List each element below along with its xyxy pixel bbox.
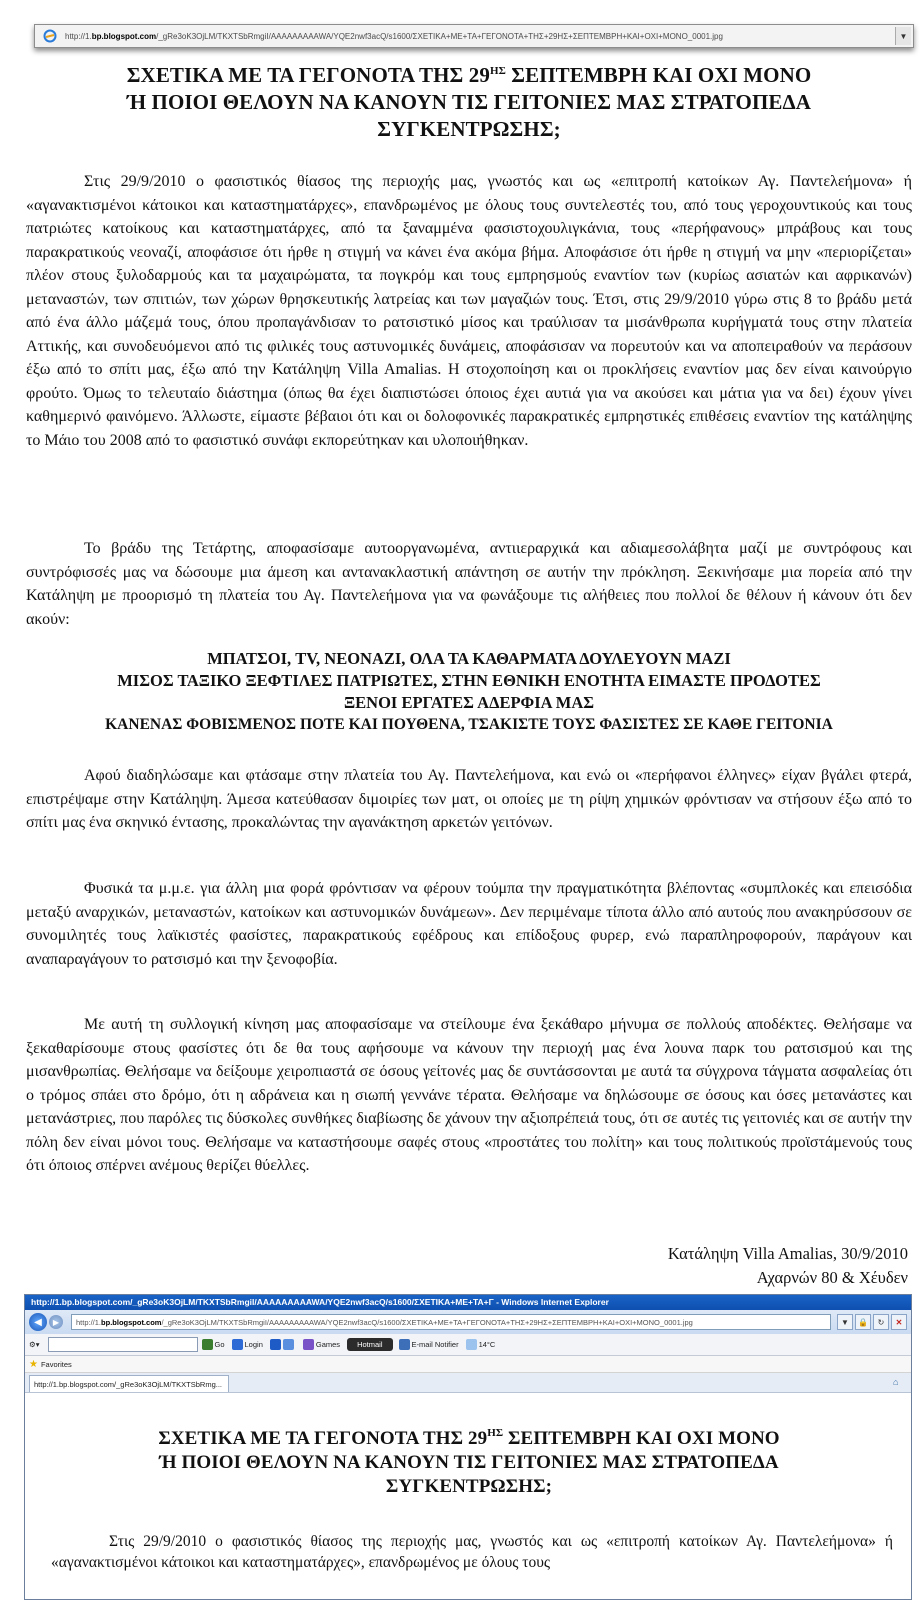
games-button[interactable]: Games xyxy=(303,1339,340,1350)
favorites-bar xyxy=(25,1356,911,1373)
ie-address-input[interactable]: http://1. bp.blogspot.com /_gRe3oK3OjLM/TKXTSbRmgiI/AAAAAAAAAWA/YQE2nwf3acQ/s1600/ΣΧΕΤΙΚΑ+ΜΕ+ΤΑ+ΓΕΓΟΝΟΤΑ+ΤΗΣ+29ΗΣ+ΣΕΠΤΕΜΒΡΗ+ΚΑΙ+ΟΧΙ+ΜΟΝΟ_0001.jpg xyxy=(71,1314,831,1330)
favorites-button[interactable]: Favorites xyxy=(40,1359,72,1369)
ie-content xyxy=(25,1413,912,1600)
address-bar[interactable] xyxy=(34,24,914,48)
document xyxy=(26,62,912,143)
ie-toolbar xyxy=(25,1334,911,1356)
lock-icon[interactable]: 🔒 xyxy=(855,1314,871,1330)
page-title: ΣΧΕΤΙΚΑ ΜΕ ΤΑ ΓΕΓΟΝΟΤΑ ΤΗΣ $29^{H\Sigma}$ ΣΕΠΤΕΜΒΡΗ ΚΑΙ ΟΧΙ ΜΟΝΟ Ή ΠΟΙΟΙ ΘΕΛΟΥΝ ΝΑ ΚΑΝΟΥΝ ΤΙΣ ΓΕΙΤΟΝΙΕΣ ΜΑΣ ΣΤΡΑΤΟΠΕΔΑ ΣΥΓΚΕΝΤΡΩΣΗΣ; xyxy=(126,63,812,141)
email-notifier-button[interactable]: E-mail Notifier xyxy=(399,1339,459,1350)
ie-title-bar: http://1.bp.blogspot.com/_gRe3oK3OjLM/TKXTSbRmgiI/AAAAAAAAAWA/YQE2nwf3acQ/s1600/ΣΧΕΤΙΚΑ+ΜΕ+ΤΑ+Γ - Windows Internet Explorer xyxy=(25,1295,911,1310)
weather-button[interactable]: 14°C xyxy=(466,1339,496,1350)
messenger-icon xyxy=(232,1339,243,1350)
tools-icon[interactable]: ⚙▾ xyxy=(29,1340,40,1349)
games-icon xyxy=(303,1339,314,1350)
address-url[interactable]: http://1.bp.blogspot.com/_gRe3oK3OjLM/TKXTSbRmgiI/AAAAAAAAAWA/YQE2nwf3acQ/s1600/ΣΧΕΤΙΚΑ+ΜΕ+ΤΑ+ΓΕΓΟΝΟΤΑ+ΤΗΣ+29ΗΣ+ΣΕΠΤΕΜΒΡΗ+ΚΑΙ+ΟΧΙ+ΜΟΝΟ_0001.jpg xyxy=(65,31,723,41)
signature-line-2: Αχαρνών 80 & Χέυδεν xyxy=(756,1268,908,1287)
signature-line-1: Κατάληψη Villa Amalias, 30/9/2010 xyxy=(667,1244,908,1263)
login-button[interactable]: Login xyxy=(232,1339,263,1350)
ie-window xyxy=(24,1294,912,1600)
ie-page-icon xyxy=(41,27,59,45)
refresh-icon[interactable]: ↻ xyxy=(873,1314,889,1330)
mail-icon xyxy=(270,1339,281,1350)
star-icon: ★ xyxy=(29,1358,38,1370)
ie-navigation-bar xyxy=(25,1310,911,1334)
toolbar-icons[interactable] xyxy=(270,1339,296,1350)
dropdown-arrow-icon[interactable]: ▼ xyxy=(837,1314,853,1330)
paragraph-2: Το βράδυ της Τετάρτης, αποφασίσαμε αυτοοργανωμένα, αντιιεραρχικά και αδιαμεσολάβητα μαζί με συντρόφους και συντρόφισσές μας να δώσουμε μια άμεση και αντανακλαστική απάντηση σε αυτήν την πρόκληση. Ξεκινήσαμε μια πορεία από την Κατάληψη με προορισμό τη πλατεία του Αγ. Παντελεήμονα για να φωνάξουμε τις αλήθειες που πολλοί δε θέλουν ή κάνουν ότι δεν ακούν: xyxy=(26,540,912,628)
preview-paragraph: Στις 29/9/2010 ο φασιστικός θίασος της περιοχής μας, γνωστός και ως «επιτροπή κατοίκων Αγ. Παντελεήμονα» ή «αγανακτισμένοι κάτοικοι και καταστηματάρχες», επανδρωμένος με όλους τους xyxy=(51,1533,893,1571)
signature xyxy=(26,1242,912,1290)
slogan-3: ΞΕΝΟΙ ΕΡΓΑΤΕΣ ΑΔΕΡΦΙΑ ΜΑΣ xyxy=(343,693,595,712)
dropdown-arrow-icon[interactable]: ▼ xyxy=(895,27,911,45)
slogan-4: ΚΑΝΕΝΑΣ ΦΟΒΙΣΜΕΝΟΣ ΠΟΤΕ ΚΑΙ ΠΟΥΘΕΝΑ, ΤΣΑΚΙΣΤΕ ΤΟΥΣ ΦΑΣΙΣΤΕΣ ΣΕ ΚΑΘΕ ΓΕΙΤΟΝΙΑ xyxy=(105,716,833,733)
paragraph-4: Φυσικά τα μ.μ.ε. για άλλη μια φορά φρόντισαν να φέρουν τούμπα την πραγματικότητα βλέποντας «συμπλοκές και επεισόδια μεταξύ αναρχικών, μεταναστών, κατοίκων και αστυνομικών δυνάμεων». Δεν περιμέναμε τίποτα άλλο από αυτούς που ανακηρύσσουν σε συνομιλητές τους λαϊκιστές φασίστες, παρακρατικούς εφέδρους και επίδοξους φυρερ, ενώ παραπληροφορούν, παράγουν και αναπαραγάγουν το ρατσισμό και την ξενοφοβία. xyxy=(26,880,912,968)
envelope-icon xyxy=(399,1339,410,1350)
news-icon xyxy=(283,1339,294,1350)
tab-current[interactable]: http://1.bp.blogspot.com/_gRe3oK3OjLM/TKXTSbRmg... xyxy=(29,1375,229,1392)
nav-right-buttons xyxy=(835,1314,907,1330)
go-icon xyxy=(202,1339,213,1350)
paragraph-1: Στις 29/9/2010 ο φασιστικός θίασος της περιοχής μας, γνωστός και ως «επιτροπή κατοίκων Αγ. Παντελεήμονα» ή «αγανακτισμένοι κάτοικοι και καταστηματάρχες», επανδρωμένος με όλους τους συντελεστές του, από τους γεροχουντικούς και τους πατριώτες κατοίκους και καταστηματάρχες, από τα ξαναμμένα φασιστοχουλιγκάνια, τους «περήφανους» μπράβους και τους παρακρατικούς νεοναζί, αποφάσισε ότι ήρθε η στιγμή να κάνει ένα ακόμα βήμα. Αποφάσισε ότι ήρθε η στιγμή να μην «περιορίζεται» πλέον στους ξυλοδαρμούς και τα μαχαιρώματα, τα πογκρόμ και τους εμπρησμούς εναντίον των (κυρίως ασιατών και αφρικανών) μεταναστών, των σπιτιών, των χώρων θρησκευτικής λατρείας και των μαγαζιών τους. Έτσι, στις 29/9/2010 γύρω στις 8 το βράδυ μετά από ένα άλλο μάζεμά τους, όπου προπαγάνδισαν το ρατσιστικό μίσος και τραύλισαν τα μισάνθρωπα κυρήγματά τους στην πλατεία Αττικής, και συνοδευόμενοι από τις φιλικές τους αστυνομικές δυνάμεις, αποφάσισαν να πορευτούν και να αποπειραθούν να περάσουν έξω από το σπίτι μας, έξω από την Κατάληψη Villa Amalias. Η στοχοποίηση και οι προκλήσεις εναντίον μας δεν είναι καινούργιο φρούτο. Όμως το τελευταίο διάστημα (όπως θα έχει διαπιστώσει όποιος έχει αυτιά για να ακούσει και μάτια για να δει) έχουν γίνει καθημερινό φαινόμενο. Άλλωστε, είμαστε βέβαιοι ότι και οι δολοφονικές παρακρατικές εμπρηστικές επιθέσεις εναντίον της κατάληψης το Μάιο του 2008 από το φασιστικό συνάφι εκπορεύτηκαν και υλοποιήθηκαν. xyxy=(26,173,912,449)
paragraph-5: Με αυτή τη συλλογική κίνηση μας αποφασίσαμε να στείλουμε ένα ξεκάθαρο μήνυμα σε πολλούς αποδέκτες. Θελήσαμε να ξεκαθαρίσουμε στους φασίστες ότι δε θα τους αφήσουμε να κάνουν την περιοχή μας ένα λουνα παρκ του ρατσισμού και της μισανθρωπίας. Θελήσαμε να δείξουμε χειροπιαστά σε όσους γείτονές μας δε συντάσσονται με αυτά τα σύγχρονα τάγματα ασφαλείας ότι ο τρόμος σπάει στο δρόμο, ότι η αδράνεια και η σιωπή γεννάνε τέρατα. Θελήσαμε να δηλώσουμε σε όσους και όσες μετανάστες και μετανάστριες, που παρόλες τις δύσκολες συνθήκες διαβίωσης δε χάνουν την αξιοπρέπειά τους, ότι σε αυτές τις γειτονιές και σε αυτήν την πόλη δεν είναι μόνοι τους. Θελήσαμε να καταστήσουμε σαφές στους «προστάτες του πολίτη» και τους πολιτικούς προϊστάμενούς τους ότι όποιος σπέρνει ανέμους θερίζει θύελλες. xyxy=(26,1016,912,1174)
weather-icon xyxy=(466,1339,477,1350)
slogans xyxy=(26,648,912,736)
go-button[interactable]: Go xyxy=(202,1339,225,1350)
slogan-2: ΜΙΣΟΣ ΤΑΞΙΚΟ ΞΕΦΤΙΛΕΣ ΠΑΤΡΙΩΤΕΣ, ΣΤΗΝ ΕΘΝΙΚΗ ΕΝΟΤΗΤΑ ΕΙΜΑΣΤΕ ΠΡΟΔΟΤΕΣ xyxy=(117,671,821,690)
home-icon[interactable]: ⌂ xyxy=(893,1377,899,1387)
stop-button[interactable]: ✕ xyxy=(891,1314,907,1330)
preview-title: ΣΧΕΤΙΚΑ ΜΕ ΤΑ ΓΕΓΟΝΟΤΑ ΤΗΣ $29^{H\Sigma}$ ΣΕΠΤΕΜΒΡΗ ΚΑΙ ΟΧΙ ΜΟΝΟ Ή ΠΟΙΟΙ ΘΕΛΟΥΝ ΝΑ ΚΑΝΟΥΝ ΤΙΣ ΓΕΙΤΟΝΙΕΣ ΜΑΣ ΣΤΡΑΤΟΠΕΔΑ ΣΥΓΚΕΝΤΡΩΣΗΣ; xyxy=(158,1427,780,1497)
paragraph-3: Αφού διαδηλώσαμε και φτάσαμε στην πλατεία του Αγ. Παντελεήμονα, και ενώ οι «περήφανοι έλληνες» είχαν βγάλει φτερά, επιστρέψαμε στην Κατάληψη. Άμεσα κατεύθασαν διμοιρίες των ματ, οι οποίες με τη ρίψη χημικών φρόντισαν να στήσουν έξω από το σπίτι μας ένα σκηνικό έντασης, προκαλώντας την αγανάκτηση αρκετών γειτόνων. xyxy=(26,767,912,831)
hotmail-button[interactable]: Hotmail xyxy=(347,1338,392,1351)
toolbar-search-input[interactable] xyxy=(48,1337,198,1352)
back-button[interactable]: ◀ xyxy=(29,1313,47,1331)
tab-bar xyxy=(25,1373,911,1393)
forward-button[interactable]: ▶ xyxy=(49,1315,63,1329)
slogan-1: ΜΠΑΤΣΟΙ, TV, ΝΕΟΝΑΖΙ, ΟΛΑ ΤΑ ΚΑΘΑΡΜΑΤΑ ΔΟΥΛΕΥΟΥΝ ΜΑΖΙ xyxy=(207,649,731,668)
